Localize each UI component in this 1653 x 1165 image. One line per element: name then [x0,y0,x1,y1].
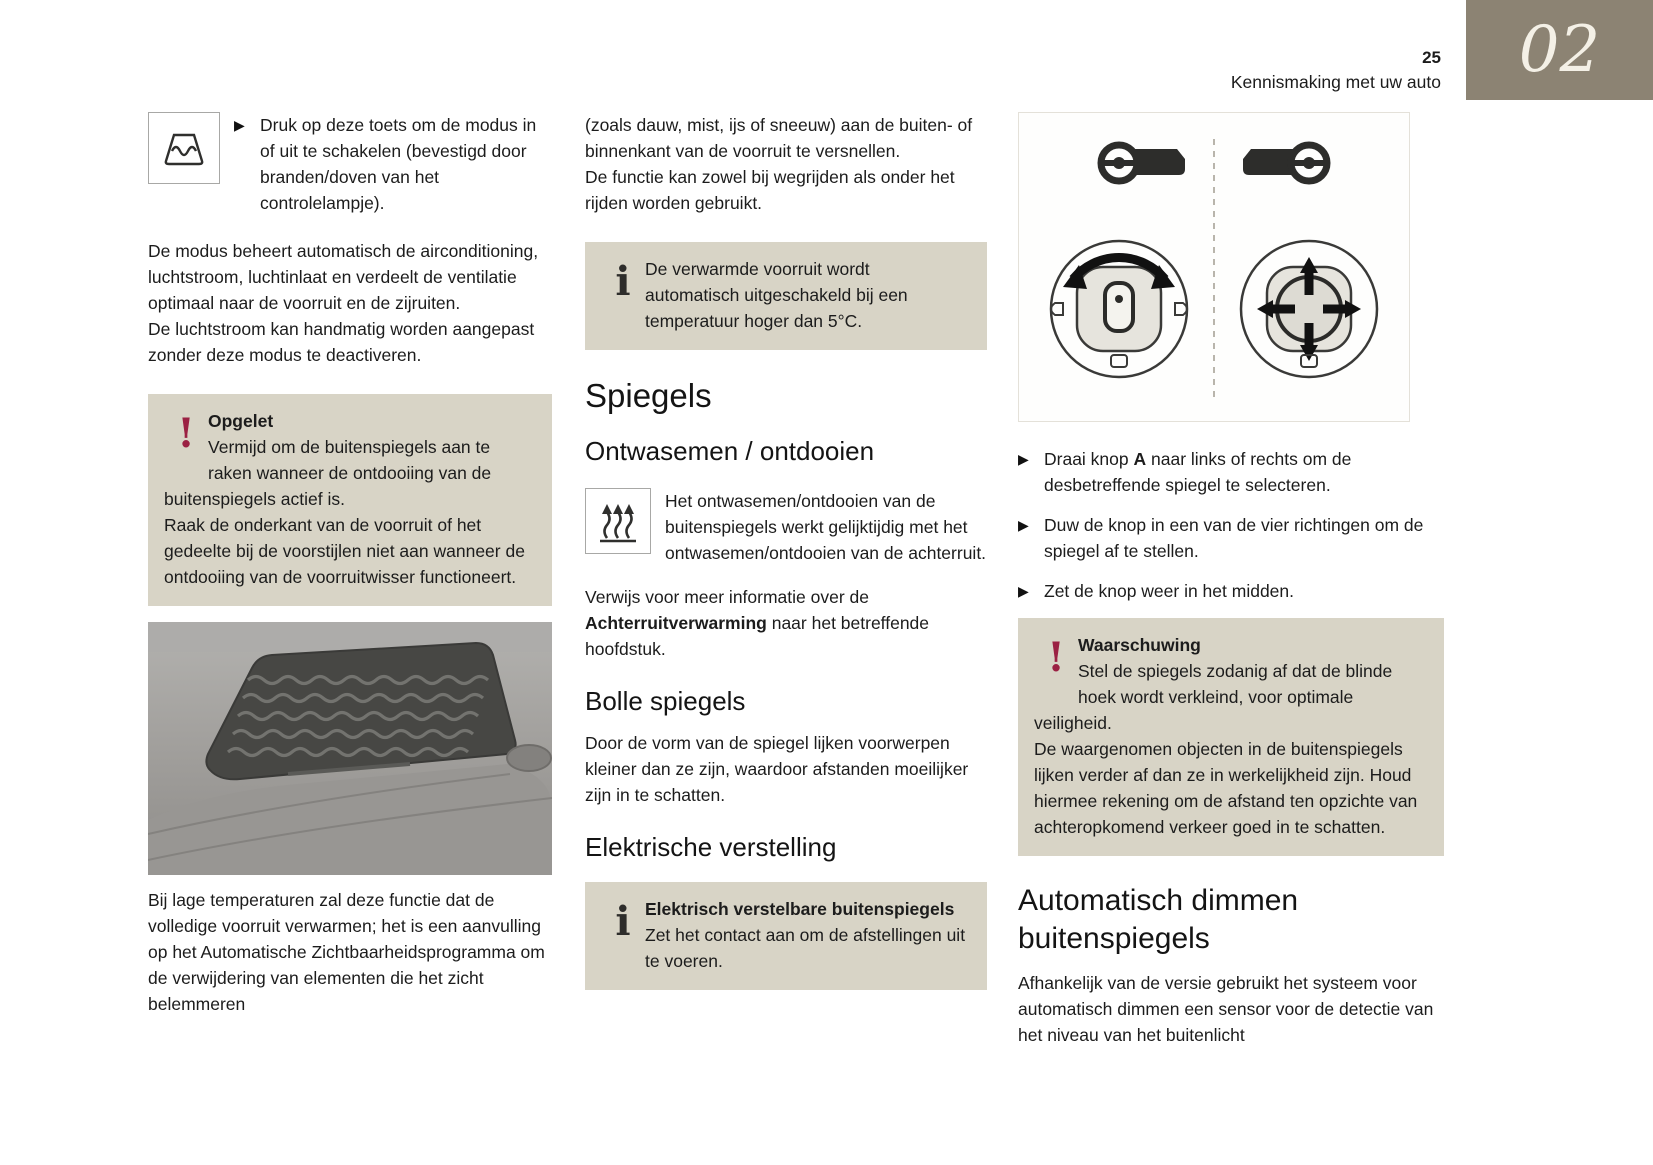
caution-text: Vermijd om de buitenspiegels aan te raken wanneer de ontdooiing van de buitenspiegels actief is. [164,437,492,509]
warning-title: Waarschuwing [1078,635,1201,655]
info-text: Zet het contact aan om de afstellingen uit te voeren. [645,925,966,971]
subheading-ontwasemen: Ontwasemen / ontdooien [585,436,875,466]
page-number: 25 [1422,48,1441,67]
caution-box [148,394,552,606]
step-text [1044,446,1444,498]
mirror-select-knob [1051,241,1187,377]
column-middle [585,112,987,990]
subheading-elektrische-verstelling: Elektrische verstelling [585,832,837,862]
mirror-control-illustration [1019,113,1409,421]
step-item [1018,512,1444,564]
info-box-electric-mirrors [585,882,987,990]
car-windshield-illustration [148,622,552,875]
chapter-title: Kennismaking met uw auto [1230,72,1441,92]
mirror-adjust-knob [1241,241,1377,377]
bullet-arrow-icon: ▶ [234,117,245,133]
bold-term: Achterruitverwarming [585,613,767,633]
bold-term: A [1133,449,1147,469]
body-paragraph: (zoals dauw, mist, ijs of sneeuw) aan de buiten- of binnenkant van de voorruit te versnellen. [585,115,973,161]
instruction-text: Druk op deze toets om de modus in of uit te schakelen (bevestigd door branden/doven van het controlelampje). [260,115,537,213]
info-icon: i [615,898,631,945]
info-title: Elektrisch verstelbare buitenspiegels [645,899,955,919]
reference-paragraph [585,584,987,662]
text-segment: naar links of rechts om de desbetreffende spiegel te selecteren. [1044,449,1352,495]
column-right [1018,112,1444,1048]
bullet-arrow-icon: ▶ [1018,517,1029,533]
section-heading-automatisch-dimmen: Automatisch dimmen buitenspiegels [1018,884,1299,955]
windshield-defrost-glyph [157,121,211,175]
caution-text: Raak de onderkant van de voorruit of het gedeelte bij de voorstijlen niet aan wanneer de ontdooiing van de voorruitwisser functioneert. [164,515,525,587]
section-heading-spiegels: Spiegels [585,377,712,414]
steering-wheel-left [1101,145,1185,181]
column-left [148,112,552,1017]
mirror-defrost-row [585,488,987,566]
mirror-control-diagram [1018,112,1410,422]
mirror-defrost-text: Het ontwasemen/ontdooien van de buitenspiegels werkt gelijktijdig met het ontwasemen/ontdooien van de achterruit. [665,491,987,563]
bullet-arrow-icon: ▶ [1018,451,1029,467]
warning-text: De waargenomen objecten in de buitenspiegels lijken verder af dan ze in werkelijkheid zijn. Houd hiermee rekening om de afstand ten opzichte van achteropkomend verkeer goed in te schatten. [1034,739,1418,837]
step-item [1018,446,1444,498]
rear-window-defrost-icon [585,488,651,554]
text-segment: Zet de knop weer in het midden. [1044,581,1295,601]
warning-icon: ! [1047,634,1065,681]
subheading-bolle-spiegels: Bolle spiegels [585,686,746,716]
caution-title: Opgelet [208,411,274,431]
windshield-defrost-icon [148,112,220,184]
body-paragraph: De modus beheert automatisch de airconditioning, luchtstroom, luchtinlaat en verdeelt de ventilatie optimaal naar de voorruit en de zijruiten. [148,241,539,313]
warning-box [1018,618,1444,856]
step-text [1044,512,1444,564]
body-paragraph: De luchtstroom kan handmatig worden aangepast zonder deze modus te deactiveren. [148,319,535,365]
car-windshield-photo [148,622,552,875]
mirror-steps [1018,446,1444,604]
body-paragraph: Door de vorm van de spiegel lijken voorwerpen kleiner dan ze zijn, waardoor afstanden moeilijker zijn in te schatten. [585,733,969,805]
text-segment: Verwijs voor meer informatie over de [585,587,869,607]
bullet-arrow-icon: ▶ [1018,583,1029,599]
chapter-number: 02 [1518,13,1601,87]
body-paragraph: De functie kan zowel bij wegrijden als onder het rijden worden gebruikt. [585,167,955,213]
info-icon: i [615,258,631,305]
text-segment: naar het betreffende hoofdstuk. [585,613,930,659]
warning-icon: ! [177,410,195,457]
step-text [1044,578,1444,604]
rear-window-defrost-glyph [593,496,643,546]
step-item [1018,578,1444,604]
info-text: De verwarmde voorruit wordt automatisch uitgeschakeld bij een temperatuur hoger dan 5°C. [645,259,908,331]
chapter-number-tab [1466,0,1653,100]
steering-wheel-right [1243,145,1327,181]
body-paragraph: Afhankelijk van de versie gebruikt het systeem voor automatisch dimmen een sensor voor de detectie van het niveau van het buitenlicht [1018,973,1434,1045]
info-box-heated-windshield [585,242,987,350]
text-segment: Duw de knop in een van de vier richtingen om de spiegel af te stellen. [1044,515,1424,561]
defrost-instruction-row [148,112,552,216]
body-paragraph: Bij lage temperaturen zal deze functie dat de volledige voorruit verwarmen; het is een aanvulling op het Automatische Zichtbaarheidsprogramma om de verwijdering van elementen die het zicht belemmeren [148,890,545,1014]
instruction-bullet [234,112,552,216]
warning-text: Stel de spiegels zodanig af dat de blinde hoek wordt verkleind, voor optimale veiligheid. [1034,661,1393,733]
text-segment: Draai knop [1044,449,1134,469]
